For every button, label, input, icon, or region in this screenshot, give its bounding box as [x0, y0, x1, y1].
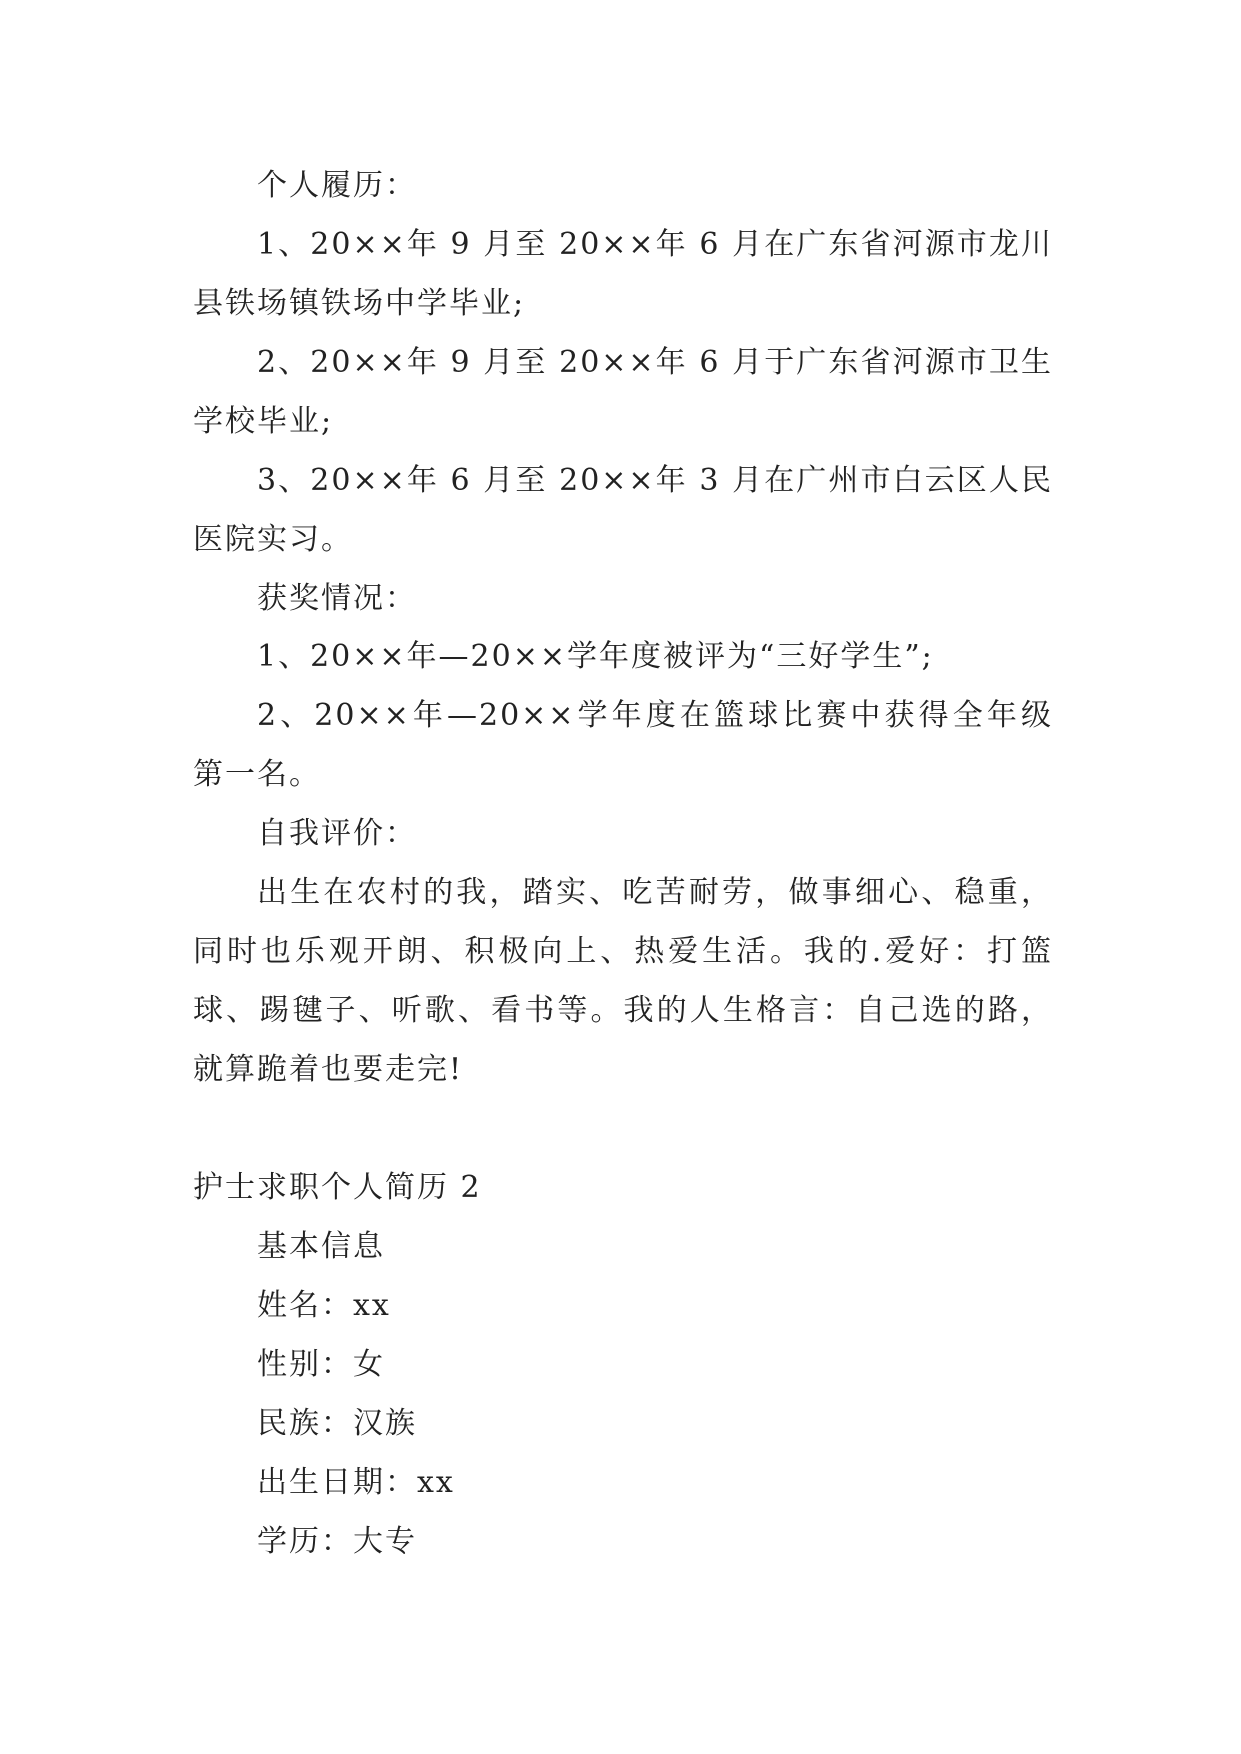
- self-evaluation-heading: 自我评价：: [257, 816, 417, 851]
- education-field: 学历：大专: [257, 1524, 417, 1559]
- resume-item-3-line-2: 医院实习。: [193, 522, 353, 557]
- self-evaluation-line-3: 球、踢毽子、听歌、看书等。我的人生格言：自己选的路，: [193, 993, 1053, 1028]
- self-evaluation-line-2: 同时也乐观开朗、积极向上、热爱生活。我的.爱好：打篮: [193, 934, 1053, 969]
- resume-item-1-line-2: 县铁场镇铁场中学毕业;: [193, 286, 526, 321]
- section-title: 护士求职个人简历 2: [193, 1170, 482, 1205]
- resume-item-3-line-1: 3、20××年 6 月至 20××年 3 月在广州市白云区人民: [257, 463, 1053, 498]
- resume-item-1-line-1: 1、20××年 9 月至 20××年 6 月在广东省河源市龙川: [257, 227, 1053, 262]
- resume-item-2-line-1: 2、20××年 9 月至 20××年 6 月于广东省河源市卫生: [257, 345, 1053, 380]
- resume-item-2-line-2: 学校毕业;: [193, 404, 334, 439]
- resume-heading: 个人履历：: [257, 168, 417, 203]
- award-item-2-line-1: 2、20××年—20××学年度在篮球比赛中获得全年级: [257, 698, 1053, 733]
- self-evaluation-line-1: 出生在农村的我，踏实、吃苦耐劳，做事细心、稳重，: [257, 875, 1053, 910]
- self-evaluation-line-4: 就算跪着也要走完!: [193, 1052, 464, 1087]
- basic-info-heading: 基本信息: [257, 1229, 385, 1264]
- name-field: 姓名：xx: [257, 1288, 391, 1323]
- ethnicity-field: 民族：汉族: [257, 1406, 417, 1441]
- gender-field: 性别：女: [257, 1347, 385, 1382]
- birth-date-field: 出生日期：xx: [257, 1465, 455, 1500]
- award-item-1: 1、20××年—20××学年度被评为“三好学生”;: [257, 639, 934, 674]
- award-item-2-line-2: 第一名。: [193, 757, 321, 792]
- awards-heading: 获奖情况：: [257, 581, 417, 616]
